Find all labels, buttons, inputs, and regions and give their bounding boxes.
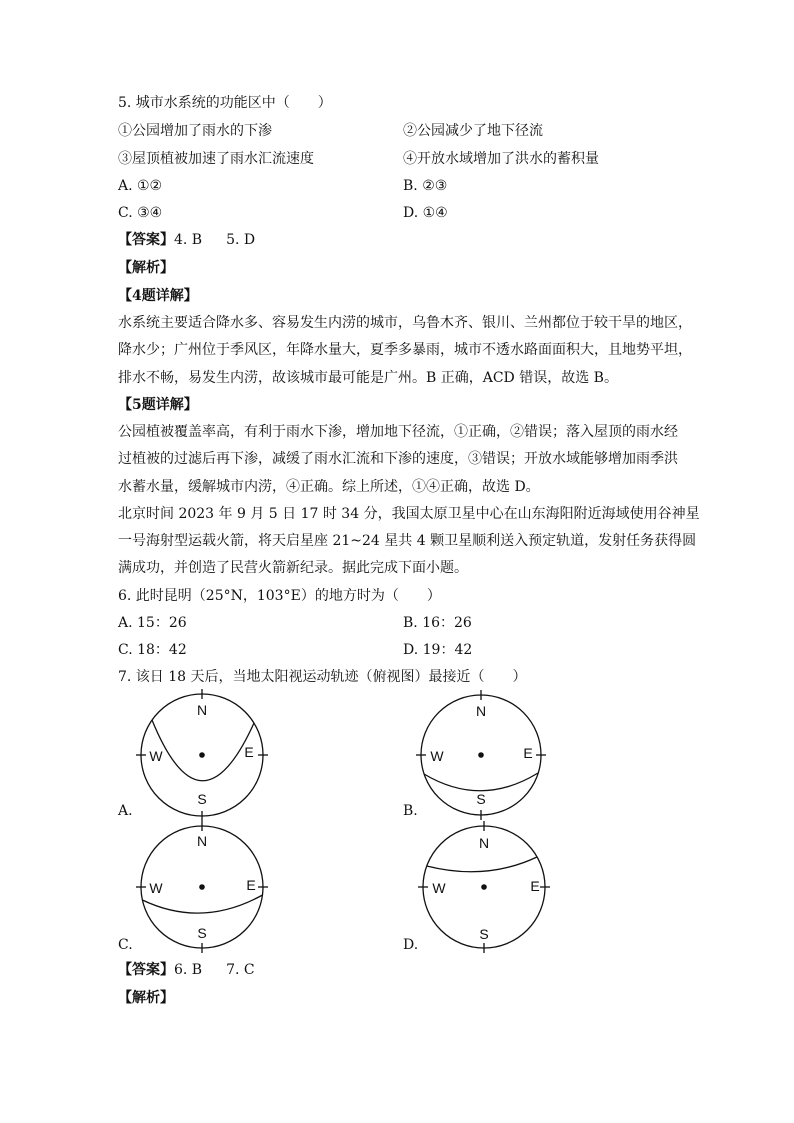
sun-path-diagram-b bbox=[411, 685, 551, 825]
detail-5-line: 公园植被覆盖率高，有利于雨水下渗，增加地下径流，①正确，②错误；落入屋顶的雨水经 bbox=[118, 424, 678, 440]
north-label: N bbox=[475, 703, 487, 719]
diagram-option-b: B. bbox=[403, 803, 418, 819]
detail-5-line: 水蓄水量，缓解城市内涝，④正确。综上所述，①④正确，故选 D。 bbox=[118, 479, 540, 495]
material-line: 北京时间 2023 年 9 月 5 日 17 时 34 分，我国太原卫星中心在山东海阳附近海域使用谷神星 bbox=[118, 506, 700, 522]
west-label: W bbox=[432, 880, 446, 896]
diagram-option-c: C. bbox=[118, 937, 133, 953]
statement-4: ④开放水域增加了洪水的蓄积量 bbox=[403, 151, 599, 167]
south-label: S bbox=[479, 926, 489, 942]
detail-4-line: 排水不畅，易发生内涝，故该城市最可能是广州。B 正确，ACD 错误，故选 B。 bbox=[118, 370, 618, 386]
detail-4-line: 水系统主要适合降水多、容易发生内涝的城市，乌鲁木齐、银川、兰州都位于较干旱的地区， bbox=[118, 315, 692, 331]
detail-5-heading: 【5题详解】 bbox=[118, 397, 198, 413]
statement-3: ③屋顶植被加速了雨水汇流速度 bbox=[118, 151, 314, 167]
sun-path-arc bbox=[152, 720, 254, 781]
observer-dot bbox=[481, 884, 487, 890]
material-line: 一号海射型运载火箭，将天启星座 21~24 星共 4 颗卫星顺利送入预定轨道，发射任务获得圆 bbox=[118, 533, 697, 549]
answer-item: 7. C bbox=[226, 962, 255, 978]
north-label: N bbox=[196, 702, 208, 718]
q6-option-b: B. 16：26 bbox=[403, 615, 472, 631]
sun-path-arc bbox=[142, 895, 262, 913]
q5-option-b: B. ②③ bbox=[403, 178, 448, 194]
observer-dot bbox=[478, 752, 484, 758]
q5-option-c: C. ③④ bbox=[118, 205, 163, 221]
east-label: E bbox=[246, 877, 256, 893]
east-label: E bbox=[530, 878, 540, 894]
south-label: S bbox=[476, 791, 486, 807]
analysis-heading: 【解析】 bbox=[118, 990, 174, 1006]
answer-label: 【答案】 bbox=[118, 232, 174, 248]
question-7-stem: 7. 该日 18 天后，当地太阳视运动轨迹（俯视图）最接近（ ） bbox=[118, 669, 527, 685]
east-label: E bbox=[244, 744, 254, 760]
south-label: S bbox=[197, 791, 207, 807]
sun-path-diagram-d bbox=[414, 817, 554, 957]
sun-path-diagram-c bbox=[132, 817, 272, 957]
observer-dot bbox=[199, 752, 205, 758]
south-label: S bbox=[197, 925, 207, 941]
diagram-option-a: A. bbox=[118, 803, 133, 819]
north-label: N bbox=[196, 833, 208, 849]
answer-item: 5. D bbox=[226, 232, 256, 248]
q6-option-c: C. 18：42 bbox=[118, 642, 187, 658]
analysis-heading: 【解析】 bbox=[118, 260, 174, 276]
question-5-stem: 5. 城市水系统的功能区中（ ） bbox=[118, 95, 332, 111]
west-label: W bbox=[430, 748, 444, 764]
answer-label: 【答案】 bbox=[118, 962, 174, 978]
sun-path-arc bbox=[424, 773, 538, 791]
answer-line-2 bbox=[118, 960, 255, 980]
q5-option-a: A. ①② bbox=[118, 178, 163, 194]
detail-5-line: 过植被的过滤后再下渗，减缓了雨水汇流和下渗的速度，③错误；开放水域能够增加雨季洪 bbox=[118, 451, 678, 467]
answer-item: 6. B bbox=[174, 962, 203, 978]
q6-option-a: A. 15：26 bbox=[118, 615, 187, 631]
diagram-option-d: D. bbox=[403, 937, 419, 953]
q6-option-d: D. 19：42 bbox=[403, 642, 473, 658]
sun-path-diagram-a bbox=[132, 685, 272, 825]
west-label: W bbox=[149, 748, 163, 764]
sun-path-arc bbox=[427, 857, 537, 872]
question-6-stem: 6. 此时昆明（25°N，103°E）的地方时为（ ） bbox=[118, 588, 441, 604]
statement-2: ②公园减少了地下径流 bbox=[403, 123, 543, 139]
north-label: N bbox=[478, 835, 490, 851]
q5-option-d: D. ①④ bbox=[403, 205, 448, 221]
observer-dot bbox=[199, 884, 205, 890]
statement-1: ①公园增加了雨水的下渗 bbox=[118, 123, 272, 139]
east-label: E bbox=[523, 745, 533, 761]
material-line: 满成功，并创造了民营火箭新纪录。据此完成下面小题。 bbox=[118, 560, 468, 576]
answer-line-1 bbox=[118, 230, 255, 250]
west-label: W bbox=[149, 880, 163, 896]
answer-item: 4. B bbox=[174, 232, 203, 248]
detail-4-line: 降水少；广州位于季风区，年降水量大，夏季多暴雨，城市不透水路面面积大，且地势平坦， bbox=[118, 342, 692, 358]
detail-4-heading: 【4题详解】 bbox=[118, 288, 198, 304]
